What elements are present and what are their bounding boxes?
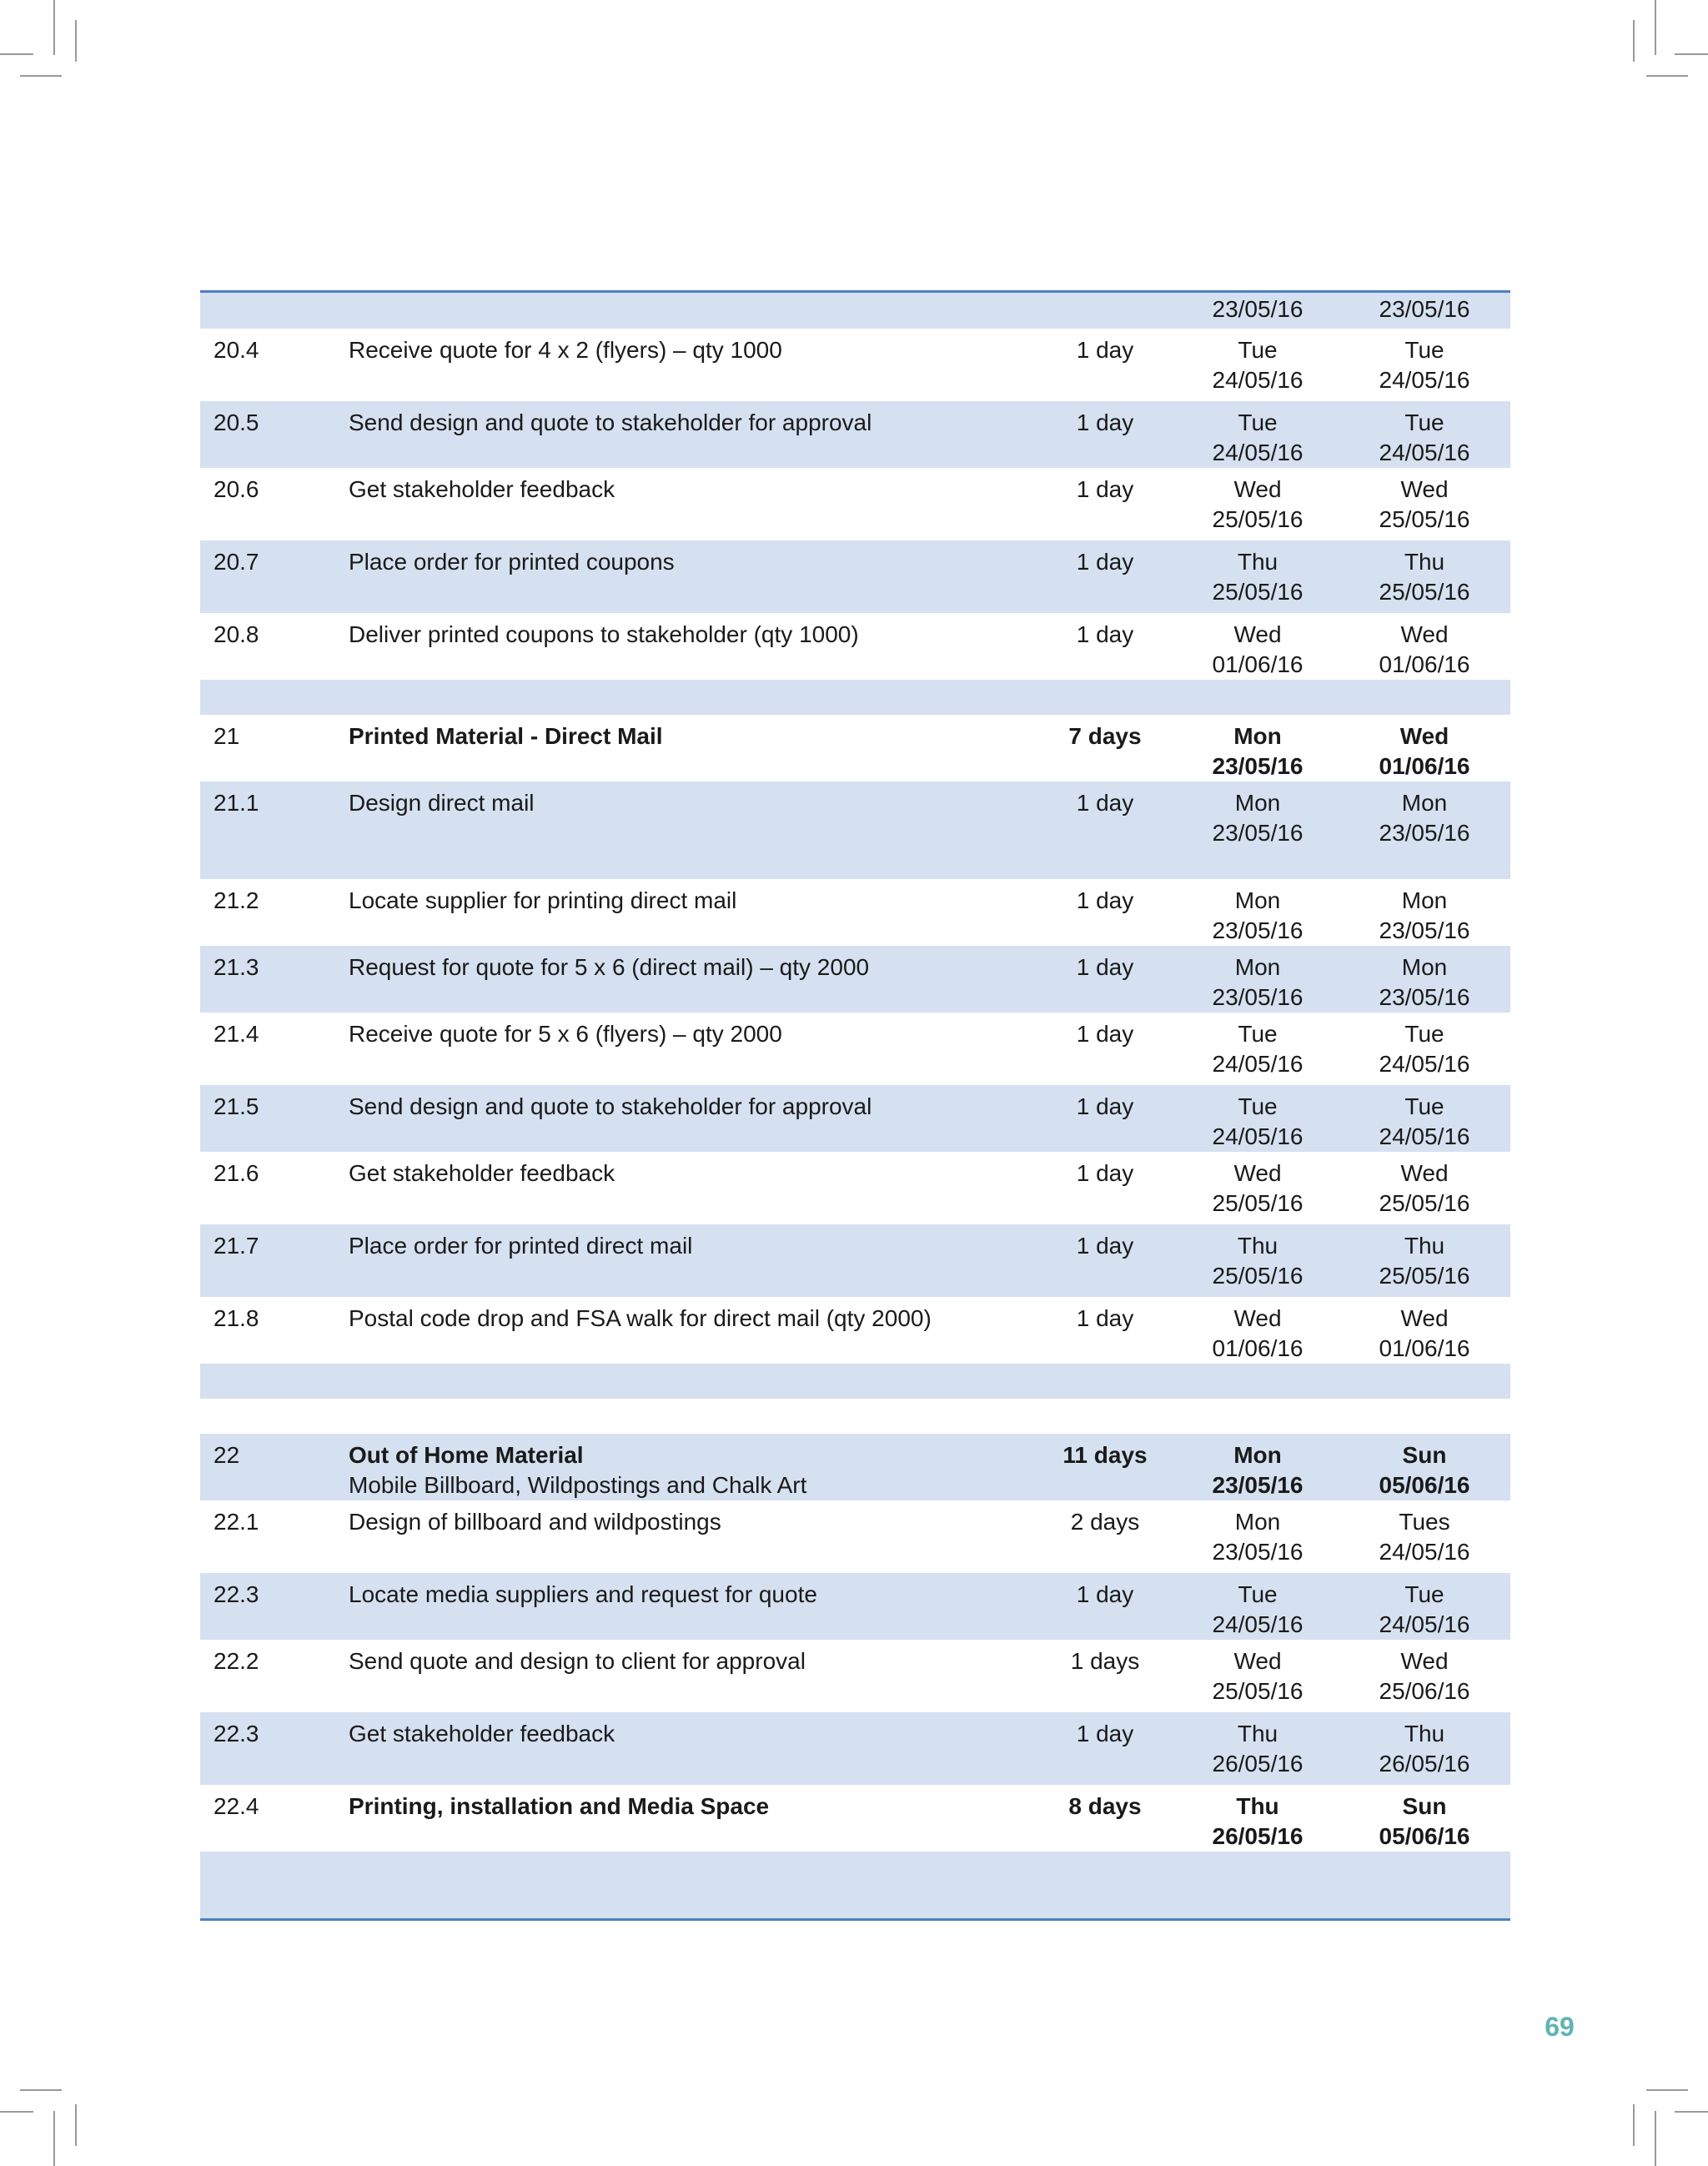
start-day: Thu [1237,1721,1278,1746]
crop-mark [1633,2104,1635,2146]
start-cell [1174,408,1341,468]
task-duration: 1 day [1076,887,1134,913]
crop-mark [1655,0,1656,55]
end-cell [1341,1507,1508,1567]
task-name: Request for quote for 5 x 6 (direct mail) – qty 2000 [349,954,870,980]
end-cell [1341,721,1508,781]
start-day: Tue [1238,1021,1278,1047]
table-row [200,781,1510,879]
task-id: 21.5 [214,1093,259,1119]
start-date: 25/05/16 [1212,1678,1304,1704]
table-row [200,613,1510,680]
start-cell [1174,1792,1341,1852]
end-date: 23/05/16 [1379,820,1470,846]
start-date: 26/05/16 [1212,1823,1304,1849]
end-day: Thu [1404,1721,1445,1746]
task-id: 20.7 [214,549,259,575]
table-row [200,1399,1510,1434]
start-day: Tue [1238,1581,1278,1607]
task-id: 21.4 [214,1021,259,1047]
task-duration: 2 days [1070,1509,1140,1535]
task-id: 20.5 [214,410,259,435]
end-cell [1341,1092,1508,1152]
task-id: 20.8 [214,621,259,647]
task-name-cell [349,1440,1032,1500]
crop-mark [1675,2111,1708,2113]
end-date: 24/05/16 [1379,1611,1470,1637]
task-name-cell [349,1231,1032,1261]
end-cell [1341,1719,1508,1779]
start-day: Mon [1234,790,1281,816]
task-subtitle: Mobile Billboard, Wildpostings and Chalk Art [349,1472,807,1498]
task-id: 21.3 [214,954,259,980]
task-duration: 1 day [1076,790,1134,816]
table-row [200,715,1510,781]
task-duration: 1 day [1076,621,1134,647]
crop-mark [20,2089,62,2091]
table-row [200,1500,1510,1573]
task-id: 21.2 [214,887,259,913]
end-day: Wed [1400,1648,1449,1674]
start-date: 25/05/16 [1212,1263,1304,1289]
end-cell [1341,620,1508,680]
end-cell [1341,788,1508,848]
task-duration: 11 days [1062,1442,1148,1468]
task-name: Locate media suppliers and request for quote [349,1581,817,1607]
start-date: 23/05/16 [1212,1472,1304,1498]
task-duration: 1 day [1076,549,1134,575]
crop-mark [1675,53,1708,55]
end-cell [1341,1646,1508,1706]
start-day: Tue [1238,1093,1278,1119]
task-duration: 1 day [1076,476,1134,502]
crop-mark [1633,20,1635,62]
page-number: 69 [1545,2012,1575,2042]
start-day: Mon [1233,723,1282,749]
start-day: Mon [1234,1509,1281,1535]
end-date: 24/05/16 [1379,440,1470,465]
end-cell [1341,1231,1508,1291]
task-name: Printed Material - Direct Mail [349,723,663,749]
crop-mark [53,2111,55,2166]
end-cell [1341,335,1508,395]
end-date: 24/05/16 [1379,367,1470,393]
table-body [200,329,1510,1918]
end-day: Thu [1404,1233,1445,1259]
start-cell [1174,1019,1341,1079]
end-day: Sun [1402,1793,1447,1819]
end-cell [1341,1304,1508,1364]
start-cell [1174,547,1341,607]
task-name: Get stakeholder feedback [349,1160,615,1186]
end-day: Tue [1404,1093,1444,1119]
table-row [200,1573,1510,1640]
task-duration: 1 day [1076,1160,1134,1186]
start-date: 01/06/16 [1212,1335,1304,1361]
start-date: 23/05/16 [1212,296,1304,322]
start-cell [1174,1580,1341,1640]
crop-mark [75,20,77,62]
task-duration: 7 days [1068,723,1142,749]
crop-mark [0,2111,33,2113]
start-cell [1174,788,1341,848]
end-day: Wed [1400,1160,1449,1186]
end-cell [1341,952,1508,1013]
table-row [200,1364,1510,1399]
start-day: Thu [1237,1233,1278,1259]
task-id: 22.3 [214,1721,259,1746]
start-cell [1174,1158,1341,1219]
schedule-table [200,290,1510,1921]
start-day: Mon [1234,954,1281,980]
table-row [200,879,1510,946]
table-row [200,680,1510,715]
end-cell [1341,1019,1508,1079]
table-row [200,1852,1510,1918]
task-name-cell [349,886,1032,916]
end-cell [1341,1158,1508,1219]
table-row [200,1152,1510,1224]
start-day: Tue [1238,410,1278,435]
task-duration: 1 day [1076,1233,1134,1259]
start-date: 24/05/16 [1212,367,1304,393]
start-date: 24/05/16 [1212,1611,1304,1637]
start-cell [1174,721,1341,781]
end-date: 01/06/16 [1379,651,1470,677]
task-duration: 8 days [1068,1793,1142,1819]
task-duration: 1 day [1076,1581,1134,1607]
table-row [200,1224,1510,1297]
end-cell [1341,1792,1508,1852]
start-date: 25/05/16 [1212,579,1304,605]
task-name-cell [349,788,1032,818]
end-cell [1341,1580,1508,1640]
end-day: Tue [1404,1021,1444,1047]
end-day: Mon [1401,887,1448,913]
start-cell [1174,1507,1341,1567]
start-cell [1174,952,1341,1013]
end-date: 25/05/16 [1379,1190,1470,1216]
task-name-cell [349,1019,1032,1049]
table-row [200,1640,1510,1712]
task-name-cell [349,952,1032,982]
start-cell [1174,475,1341,535]
start-cell [1174,886,1341,946]
task-id: 21.6 [214,1160,259,1186]
end-day: Thu [1404,549,1445,575]
task-duration: 1 day [1076,1093,1134,1119]
end-day: Wed [1400,621,1449,647]
task-name: Send design and quote to stakeholder for approval [349,410,872,435]
crop-mark [1655,2111,1656,2166]
task-id: 22.2 [214,1648,259,1674]
end-day: Tue [1404,410,1444,435]
task-name-cell [349,475,1032,505]
end-date: 25/05/16 [1379,506,1470,532]
table-row [200,1085,1510,1152]
task-id: 21.7 [214,1233,259,1259]
end-day: Wed [1400,1305,1449,1331]
crop-mark [53,0,55,55]
start-cell [1174,1092,1341,1152]
task-id: 22.4 [214,1793,259,1819]
task-name-cell [349,1580,1032,1610]
task-id: 22.1 [214,1509,259,1535]
start-day: Thu [1237,549,1278,575]
start-cell [1174,1440,1341,1500]
task-name: Get stakeholder feedback [349,1721,615,1746]
task-name: Receive quote for 5 x 6 (flyers) – qty 2000 [349,1021,782,1047]
task-id: 20.4 [214,337,259,363]
end-date: 23/05/16 [1379,984,1470,1010]
crop-mark [1646,2089,1688,2091]
start-date: 24/05/16 [1212,1123,1304,1149]
end-date: 23/05/16 [1379,917,1470,943]
table-row [200,540,1510,613]
start-day: Wed [1233,1305,1282,1331]
task-duration: 1 day [1076,954,1134,980]
task-name-cell [349,408,1032,438]
end-cell [1341,1440,1508,1500]
task-name-cell [349,1304,1032,1334]
start-date: 24/05/16 [1212,1051,1304,1077]
start-date: 25/05/16 [1212,506,1304,532]
crop-mark [0,53,33,55]
end-date: 05/06/16 [1379,1472,1470,1498]
task-duration: 1 day [1076,1305,1134,1331]
table-row-continued [200,293,1510,329]
task-name: Printing, installation and Media Space [349,1793,770,1819]
end-cell [1341,547,1508,607]
task-duration: 1 day [1076,1721,1134,1746]
task-name-cell [349,620,1032,650]
end-cell [1341,475,1508,535]
end-date: 01/06/16 [1379,753,1470,779]
task-id: 21 [214,723,240,749]
crop-mark [1646,75,1688,77]
start-day: Wed [1233,621,1282,647]
task-duration: 1 day [1076,337,1134,363]
end-day: Tues [1399,1509,1450,1535]
table-row [200,1712,1510,1785]
start-day: Wed [1233,1160,1282,1186]
task-id: 22.3 [214,1581,259,1607]
start-date: 26/05/16 [1212,1751,1304,1777]
task-name-cell [349,1158,1032,1189]
task-name-cell [349,721,1032,751]
end-date: 24/05/16 [1379,1051,1470,1077]
task-id: 21.8 [214,1305,259,1331]
task-name-cell [349,1507,1032,1537]
end-date: 23/05/16 [1379,296,1470,322]
task-name: Locate supplier for printing direct mail [349,887,737,913]
task-id: 22 [214,1442,240,1468]
end-day: Mon [1401,954,1448,980]
table-row [200,946,1510,1013]
start-cell [1174,1231,1341,1291]
table-row [200,468,1510,540]
start-cell [1174,620,1341,680]
end-date: 25/05/16 [1379,1263,1470,1289]
task-duration: 1 day [1076,1021,1134,1047]
table-row [200,329,1510,401]
start-date: 23/05/16 [1212,984,1304,1010]
task-name: Design of billboard and wildpostings [349,1509,721,1535]
task-name-cell [349,335,1032,365]
task-name: Get stakeholder feedback [349,476,615,502]
task-name-cell [349,1792,1032,1822]
task-name-cell [349,547,1032,577]
task-name: Postal code drop and FSA walk for direct mail (qty 2000) [349,1305,932,1331]
start-day: Thu [1236,1793,1279,1819]
start-day: Mon [1234,887,1281,913]
start-cell [1174,335,1341,395]
end-date: 05/06/16 [1379,1823,1470,1849]
task-name: Deliver printed coupons to stakeholder (qty 1000) [349,621,859,647]
start-date: 01/06/16 [1212,651,1304,677]
task-name: Out of Home Material [349,1442,584,1468]
start-day: Wed [1233,476,1282,502]
end-date: 25/06/16 [1379,1678,1470,1704]
start-cell [1174,1646,1341,1706]
task-id: 20.6 [214,476,259,502]
start-day: Mon [1233,1442,1282,1468]
task-name: Place order for printed coupons [349,549,675,575]
end-date: 01/06/16 [1379,1335,1470,1361]
task-name: Design direct mail [349,790,535,816]
task-name-cell [349,1092,1032,1122]
start-cell [1174,1304,1341,1364]
start-date: 24/05/16 [1212,440,1304,465]
task-duration: 1 days [1070,1648,1140,1674]
end-cell [1341,408,1508,468]
start-date: 23/05/16 [1212,1539,1304,1565]
task-name: Send quote and design to client for approval [349,1648,806,1674]
task-id: 21.1 [214,790,259,816]
table-row [200,401,1510,468]
task-name: Receive quote for 4 x 2 (flyers) – qty 1000 [349,337,782,363]
end-day: Wed [1399,723,1449,749]
start-day: Wed [1233,1648,1282,1674]
end-day: Wed [1400,476,1449,502]
end-date: 24/05/16 [1379,1123,1470,1149]
start-date: 23/05/16 [1212,917,1304,943]
end-day: Tue [1404,337,1444,363]
end-date: 26/05/16 [1379,1751,1470,1777]
start-cell [1174,1719,1341,1779]
task-name: Send design and quote to stakeholder for approval [349,1093,872,1119]
start-date: 25/05/16 [1212,1190,1304,1216]
task-duration: 1 day [1076,410,1134,435]
end-day: Tue [1404,1581,1444,1607]
task-name: Place order for printed direct mail [349,1233,693,1259]
crop-mark [75,2104,77,2146]
start-date: 23/05/16 [1212,820,1304,846]
end-cell [1341,886,1508,946]
table-row [200,1297,1510,1364]
end-date: 25/05/16 [1379,579,1470,605]
table-row [200,1785,1510,1852]
end-day: Sun [1402,1442,1447,1468]
crop-mark [20,75,62,77]
end-date: 24/05/16 [1379,1539,1470,1565]
table-row [200,1013,1510,1085]
start-day: Tue [1238,337,1278,363]
task-name-cell [349,1719,1032,1749]
table-row [200,1434,1510,1500]
end-day: Mon [1401,790,1448,816]
task-name-cell [349,1646,1032,1676]
start-date: 23/05/16 [1212,753,1304,779]
